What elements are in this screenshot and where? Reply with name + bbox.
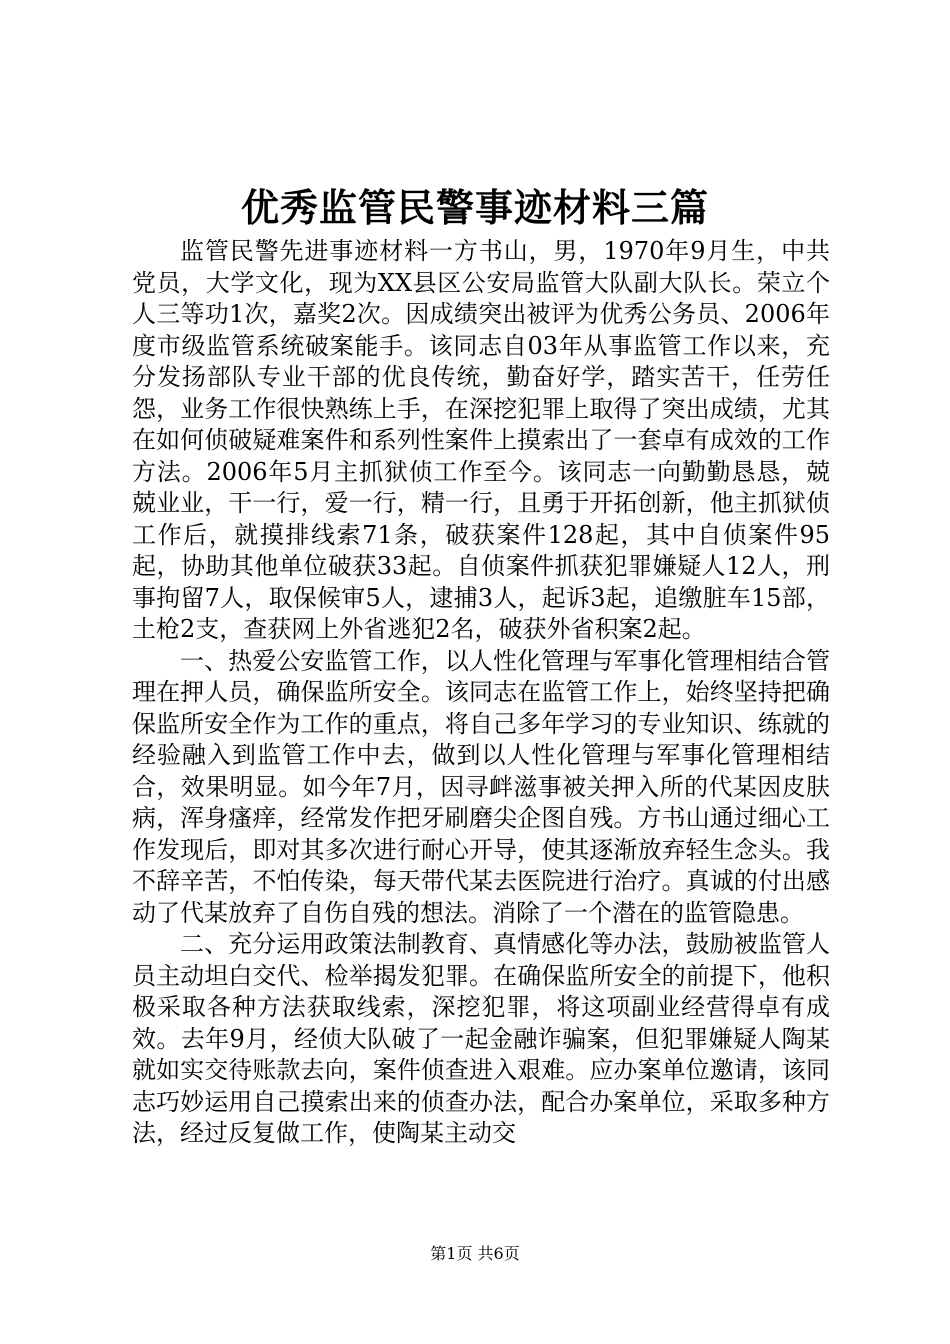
paragraph-intro: 监管民警先进事迹材料一方书山，男，1970年9月生，中共党员，大学文化，现为XX县区公安局监管大队副大队长。荣立个人三等功1次，嘉奖2次。因成绩突出被评为优秀公务员、2006年度市级监管系统破案能手。该同志自03年从事监管工作以来，充分发扬部队专业干部的优良传统，勤奋好学，踏实苦干，任劳任怨，业务工作很快熟练上手，在深挖犯罪上取得了突出成绩，尤其在如何侦破疑难案件和系列性案件上摸索出了一套卓有成效的工作方法。2006年5月主抓狱侦工作至今。该同志一向勤勤恳恳，兢兢业业，干一行，爱一行，精一行，且勇于开拓创新，他主抓狱侦工作后，就摸排线索71条，破获案件128起，其中自侦案件95起，协助其他单位破获33起。自侦案件抓获犯罪嫌疑人12人，刑事拘留7人，取保候审5人，逮捕3人，起诉3起，追缴脏车15部，土枪2支，查获网上外省逃犯2名，破获外省积案2起。 xyxy=(132,237,830,643)
paragraph-section-two: 二、充分运用政策法制教育、真情感化等办法，鼓励被监管人员主动坦白交代、检举揭发犯罪。在确保监所安全的前提下，他积极采取各种方法获取线索，深挖犯罪，将这项副业经营得卓有成效。去年9月，经侦大队破了一起金融诈骗案，但犯罪嫌疑人陶某就如实交待账款去向，案件侦查进入艰难。应办案单位邀请，该同志巧妙运用自己摸索出来的侦查办法，配合办案单位，采取多种方法，经过反复做工作，使陶某主动交 xyxy=(132,930,830,1147)
paragraph-section-one: 一、热爱公安监管工作，以人性化管理与军事化管理相结合管理在押人员，确保监所安全。该同志在监管工作上，始终坚持把确保监所安全作为工作的重点，将自己多年学习的专业知识、练就的经验融入到监管工作中去，做到以人性化管理与军事化管理相结合，效果明显。如今年7月，因寻衅滋事被关押入所的代某因皮肤病，浑身瘙痒，经常发作把牙刷磨尖企图自残。方书山通过细心工作发现后，即对其多次进行耐心开导，使其逐渐放弃轻生念头。我不辞辛苦，不怕传染，每天带代某去医院进行治疗。真诚的付出感动了代某放弃了自伤自残的想法。消除了一个潜在的监管隐患。 xyxy=(132,646,830,927)
document-body xyxy=(132,236,830,1150)
page-number-footer: 第1页 共6页 xyxy=(430,1244,520,1263)
document-title: 优秀监管民警事迹材料三篇 xyxy=(240,185,709,230)
